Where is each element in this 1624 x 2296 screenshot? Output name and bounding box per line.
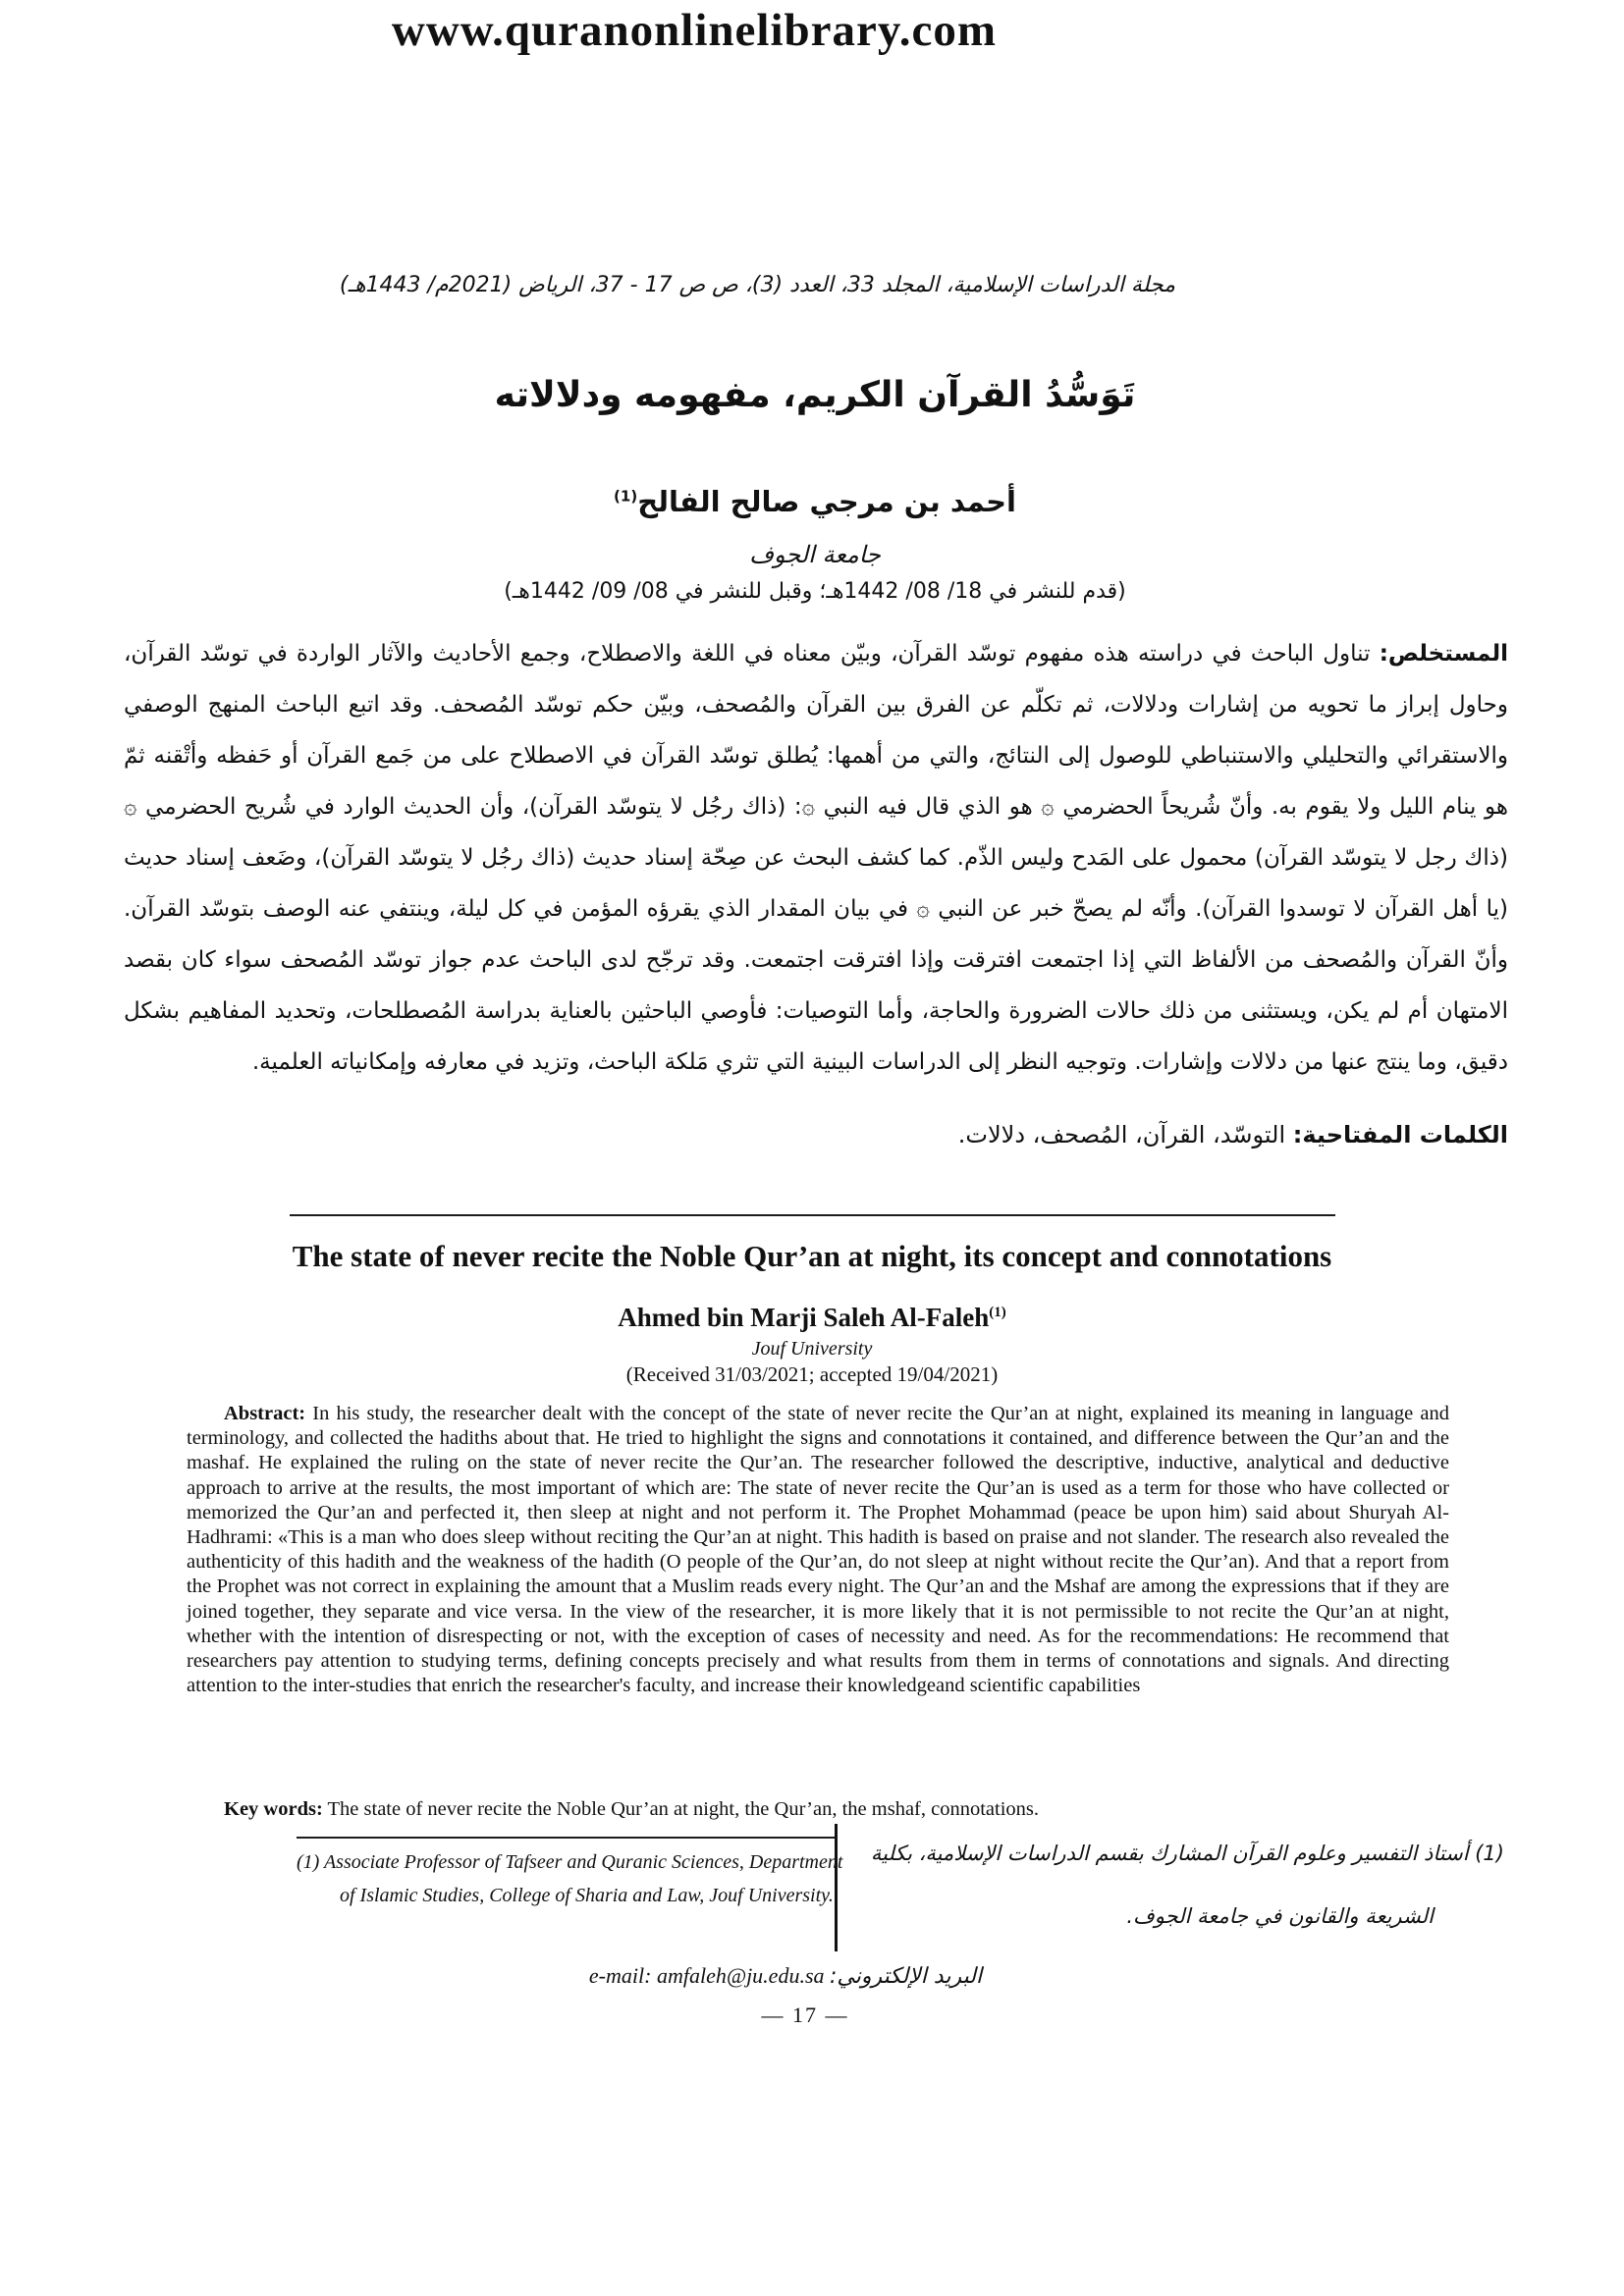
- arabic-keywords-text: التوسّد، القرآن، المُصحف، دلالات.: [957, 1121, 1293, 1148]
- arabic-author-footnote-ref: (1): [614, 487, 638, 506]
- arabic-keywords: [124, 1121, 1508, 1148]
- arabic-abstract-text: تناول الباحث في دراسته هذه مفهوم توسّد القرآن، وبيّن معناه في اللغة والاصطلاح، وجمع الأحاديث والآثار الواردة في توسّد القرآن، وحاول إبراز ما تحويه من إشارات ودلالات، ثم تكلّم عن الفرق بين القرآن والمُصحف، وبيّن حكم توسّد المُصحف. وقد اتبع الباحث المنهج الوصفي والاستقرائي والتحليلي والاستنباطي للوصول إلى النتائج، والتي من أهمها: يُطلق توسّد القرآن في الاصطلاح على من جَمع القرآن أو حَفظه وأتْقنه ثمّ هو ينام الليل ولا يقوم به. وأنّ شُريحاً الحضرمي ۞ هو الذي قال فيه النبي ۞: (ذاك رجُل لا يتوسّد القرآن)، وأن الحديث الوارد في شُريح الحضرمي ۞ (ذاك رجل لا يتوسّد القرآن) محمول على المَدح وليس الذّم. كما كشف البحث عن صِحّة إسناد حديث (ذاك رجُل لا يتوسّد القرآن)، وضَعف إسناد حديث (يا أهل القرآن لا توسدوا القرآن). وأنّه لم يصحّ خبر عن النبي ۞ في بيان المقدار الذي يقرؤه المؤمن في كل ليلة، وينتفي عنه الوصف بتوسّد القرآن. وأنّ القرآن والمُصحف من الألفاظ التي إذا اجتمعت افترقت وإذا افترقت اجتمعت. وقد ترجّح لدى الباحث عدم جواز توسّد المُصحف سواء كان بقصد الامتهان أم لم يكن، ويستثنى من ذلك حالات الضرورة والحاجة، وأما التوصيات: فأوصي الباحثين بالعناية بدراسة المُصطلحات، وتحديد المفاهيم بشكل دقيق، وما ينتج عنها من دلالات وإشارات. وتوجيه النظر إلى الدراسات البينية التي تثري مَلكة الباحث، وتزيد في معارفه وإمكانياته العلمية.: [124, 641, 1508, 1075]
- arabic-keywords-label: الكلمات المفتاحية:: [1292, 1121, 1508, 1148]
- english-abstract-text: In his study, the researcher dealt with the concept of the state of never recite the Qur’an at night, explained its meaning in language and terminology, and collected the hadiths about that. He tried to highlight the signs and connotations it contained, and difference between the Qur’an and the mashaf. He explained the ruling on the state of never recite the Qur’an. The researcher followed the descriptive, inductive, analytical and deductive approach to arrive at the results, the most important of which are: The state of never recite the Qur’an is used as a term for those who have collected or memorized the Qur’an and perfected it, then sleep at night and not perform it. The Prophet Mohammad (peace be upon him) said about Shuryah Al-Hadhrami: «This is a man who does sleep without reciting the Qur’an at night. This hadith is based on praise and not slander. The research also revealed the authenticity of this hadith and the weakness of the hadith (O people of the Qur’an, do not sleep at night without recite the Qur’an). And that a report from the Prophet was not correct in explaining the amount that a Muslim reads every night. The Qur’an and the Mshaf are among the expressions that if they are joined together, they separate and vice versa. In the view of the researcher, it is more likely that it is not permissible to not recite the Qur’an at night, whether with the intention of disrespecting or not, with the exception of cases of necessity and need. As for the recommendations: He recommend that researchers pay attention to studying terms, defining concepts precisely and what results from them in terms of connotations and signals. And directing attention to the inter-studies that enrich the researcher's faculty, and increase their knowledgeand scientific capabilities: [187, 1403, 1449, 1697]
- english-keywords-text: The state of never recite the Noble Qur’an at night, the Qur’an, the mshaf, connotations.: [322, 1798, 1040, 1820]
- english-abstract-label: Abstract:: [224, 1403, 306, 1424]
- english-abstract: [187, 1402, 1449, 1698]
- title-divider-rule: [290, 1214, 1335, 1216]
- english-dates-line: (Received 31/03/2021; accepted 19/04/2021): [625, 1362, 999, 1386]
- email-line: [167, 1963, 1404, 1989]
- arabic-abstract-label: المستخلص:: [1379, 641, 1508, 667]
- english-author-footnote-ref: (1): [989, 1305, 1006, 1320]
- site-header-url: www.quranonlinelibrary.com: [391, 5, 998, 56]
- page-number: — 17 —: [761, 2002, 849, 2027]
- footnote-divider-rule: [297, 1837, 835, 1839]
- arabic-article-title: تَوَسُّدُ القرآن الكريم، مفهومه ودلالاته: [494, 375, 1136, 415]
- arabic-footnote: (1) أستاذ التفسير وعلوم القرآن المشارك بقسم الدراسات الإسلامية، بكلية الشريعة والقانون في جامعة الجوف.: [870, 1842, 1504, 1928]
- english-keywords: [187, 1798, 1449, 1821]
- english-author-line: [118, 1303, 1506, 1333]
- english-article-title: The state of never recite the Noble Qur’an at night, its concept and connotations: [292, 1239, 1332, 1273]
- email-address: e-mail: amfaleh@ju.edu.sa: [588, 1963, 825, 1988]
- arabic-university: جامعة الجوف: [749, 541, 881, 568]
- arabic-author-line: [128, 485, 1502, 518]
- arabic-abstract: [124, 628, 1508, 1088]
- arabic-author-name: أحمد بن مرجي صالح الفالح: [637, 485, 1016, 518]
- email-label-arabic: البريد الإلكتروني:: [830, 1964, 983, 1989]
- english-author-name: Ahmed bin Marji Saleh Al-Faleh: [618, 1303, 990, 1332]
- journal-citation: مجلة الدراسات الإسلامية، المجلد 33، العدد (3)، ص ص 17 - 37، الرياض (2021م/ 1443هـ): [339, 273, 1175, 297]
- english-university: Jouf University: [751, 1338, 873, 1360]
- english-footnote: (1) Associate Professor of Tafseer and Quranic Sciences, Department of Islamic Studies, College of Sharia and Law, Jouf University.: [297, 1851, 843, 1906]
- arabic-dates-line: (قدم للنشر في 18/ 08/ 1442هـ؛ وقبل للنشر في 08/ 09/ 1442هـ): [504, 579, 1126, 604]
- english-keywords-label: Key words:: [224, 1798, 323, 1820]
